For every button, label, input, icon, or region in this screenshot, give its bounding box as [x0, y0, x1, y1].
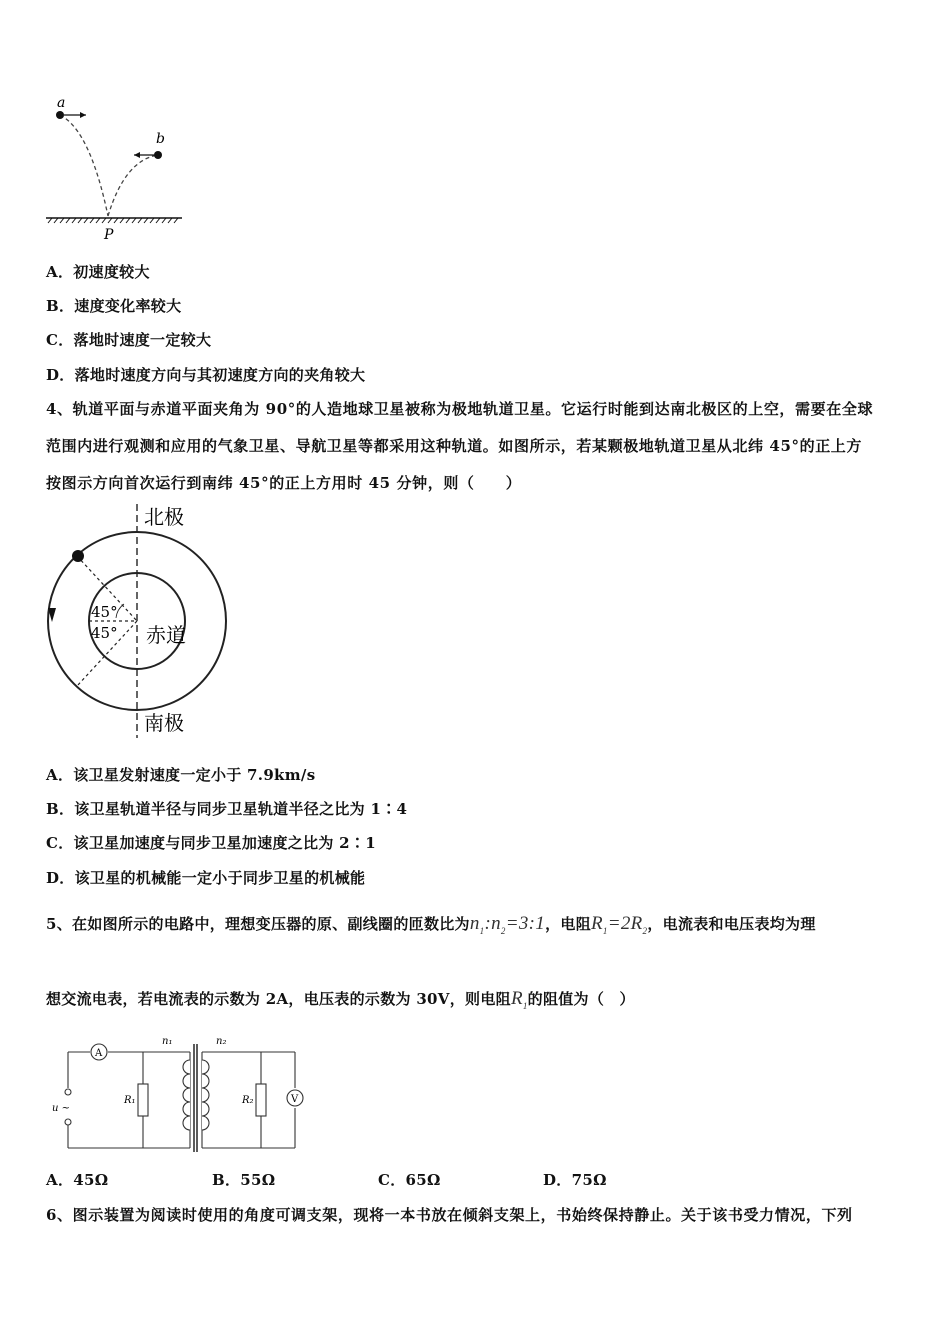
- svg-text:A: A: [95, 1048, 103, 1059]
- resistor-r2: [256, 1084, 266, 1116]
- label-north-pole: 北极: [144, 505, 184, 529]
- label-n1: n₁: [162, 1036, 173, 1047]
- terminal-top: [65, 1089, 71, 1095]
- trajectory-b: [108, 155, 158, 216]
- resistor-r1: [138, 1084, 148, 1116]
- q5-option-b: B．55Ω: [212, 1171, 276, 1189]
- q5-line-2: 想交流电表，若电流表的示数为 2A，电压表的示数为 30V，则电阻$R_1$的阻值为（ ）: [46, 988, 635, 1011]
- label-angle-north: 45°: [91, 603, 118, 621]
- q5-line-1: 5、在如图所示的电路中，理想变压器的原、副线圈的匝数比为$n_1:n_2=3:1$，电阻$R_1=2R_2$，电流表和电压表均为理: [46, 913, 816, 936]
- label-south-pole: 南极: [144, 711, 184, 735]
- q6-line-1: 6、图示装置为阅读时使用的角度可调支架，现将一本书放在倾斜支架上，书始终保持静止。关于该书受力情况，下列: [46, 1206, 853, 1224]
- q4-option-d: D．该卫星的机械能一定小于同步卫星的机械能: [46, 869, 366, 887]
- label-a: a: [57, 95, 66, 111]
- transformer-circuit: [40, 1032, 315, 1157]
- trajectory-a: [60, 115, 108, 216]
- q3-option-a: A．初速度较大: [46, 263, 150, 281]
- q4-stem: [46, 391, 916, 502]
- source-label: u ~: [52, 1103, 70, 1114]
- q5-option-a: A．45Ω: [46, 1171, 109, 1189]
- label-n2: n₂: [216, 1036, 227, 1047]
- label-r1: R₁: [124, 1095, 136, 1106]
- secondary-coil: [202, 1060, 209, 1130]
- polar-orbit-figure: [40, 500, 240, 745]
- label-equator: 赤道: [146, 623, 186, 647]
- primary-coil: [183, 1060, 190, 1130]
- ball-b: [154, 151, 162, 159]
- q4-line-1: 4、轨道平面与赤道平面夹角为 90°的人造地球卫星被称为极地轨道卫星。它运行时能到达南北极区的上空，需要在全球: [46, 400, 874, 418]
- q4-option-c: C．该卫星加速度与同步卫星加速度之比为 2∶1: [46, 834, 376, 852]
- q5-option-c: C．65Ω: [378, 1171, 441, 1189]
- q3-option-b: B．速度变化率较大: [46, 297, 182, 315]
- q3-option-c: C．落地时速度一定较大: [46, 331, 212, 349]
- q5-option-d: D．75Ω: [543, 1171, 607, 1189]
- resistance-relation: $R_1=2R_2$: [591, 913, 648, 936]
- svg-text:V: V: [291, 1094, 299, 1105]
- terminal-bottom: [65, 1119, 71, 1125]
- projectile-figure: [40, 92, 190, 247]
- ball-a: [56, 111, 64, 119]
- q4-line-2: 范围内进行观测和应用的气象卫星、导航卫星等都采用这种轨道。如图所示，若某颗极地轨道卫星从北纬 45°的正上方: [46, 437, 863, 455]
- q4-option-a: A．该卫星发射速度一定小于 7.9km/s: [46, 766, 316, 784]
- satellite-dot: [72, 550, 84, 562]
- label-b: b: [156, 131, 165, 147]
- label-p: P: [104, 227, 114, 243]
- q3-option-d: D．落地时速度方向与其初速度方向的夹角较大: [46, 366, 366, 384]
- resistor-r1-symbol: $R_1$: [510, 988, 528, 1011]
- label-angle-south: 45°: [91, 624, 118, 642]
- q4-line-3: 按图示方向首次运行到南纬 45°的正上方用时 45 分钟，则（ ）: [46, 474, 522, 492]
- turns-ratio: $n_1:n_2=3:1$: [469, 913, 546, 936]
- label-r2: R₂: [242, 1095, 254, 1106]
- q4-option-b: B．该卫星轨道半径与同步卫星轨道半径之比为 1∶4: [46, 800, 408, 818]
